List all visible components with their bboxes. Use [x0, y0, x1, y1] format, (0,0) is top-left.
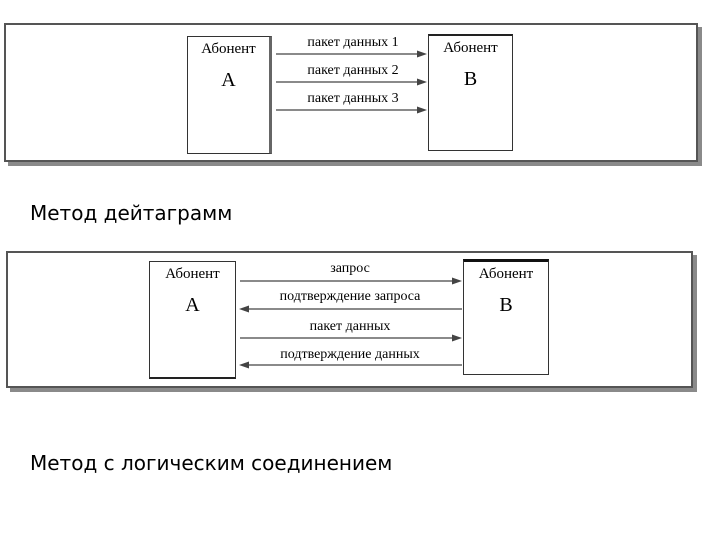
datagram-caption: Метод дейтаграмм [30, 201, 233, 225]
message-label: пакет данных 3 [307, 91, 399, 106]
subscriber-a-title: Абонент [201, 41, 256, 57]
datagram-arrows [6, 25, 696, 160]
message-label: пакет данных [309, 319, 391, 334]
message-label: пакет данных 1 [307, 35, 399, 50]
datagram-diagram-panel [4, 23, 698, 162]
arrow-left [239, 362, 462, 369]
message-label: запрос [330, 261, 370, 276]
arrow-left [239, 306, 462, 313]
subscriber-a-letter: А [221, 69, 236, 91]
connection-diagram-panel [6, 251, 693, 388]
subscriber-b-title: Абонент [443, 40, 498, 56]
message-label: подтверждение запроса [279, 289, 421, 304]
subscriber-b-title: Абонент [478, 266, 534, 282]
arrow-right [276, 79, 427, 86]
subscriber-b-letter: В [463, 68, 478, 90]
subscriber-b-letter: В [499, 294, 513, 316]
message-label: пакет данных 2 [307, 63, 399, 78]
connection-caption: Метод с логическим соединением [30, 451, 393, 475]
subscriber-a-title: Абонент [165, 266, 220, 282]
arrow-right [276, 51, 427, 58]
message-label: подтверждение данных [280, 347, 420, 362]
arrow-right [240, 278, 462, 285]
arrow-right [276, 107, 427, 114]
connection-arrows [8, 253, 691, 386]
arrow-right [240, 335, 462, 342]
subscriber-a-letter: А [185, 294, 200, 316]
